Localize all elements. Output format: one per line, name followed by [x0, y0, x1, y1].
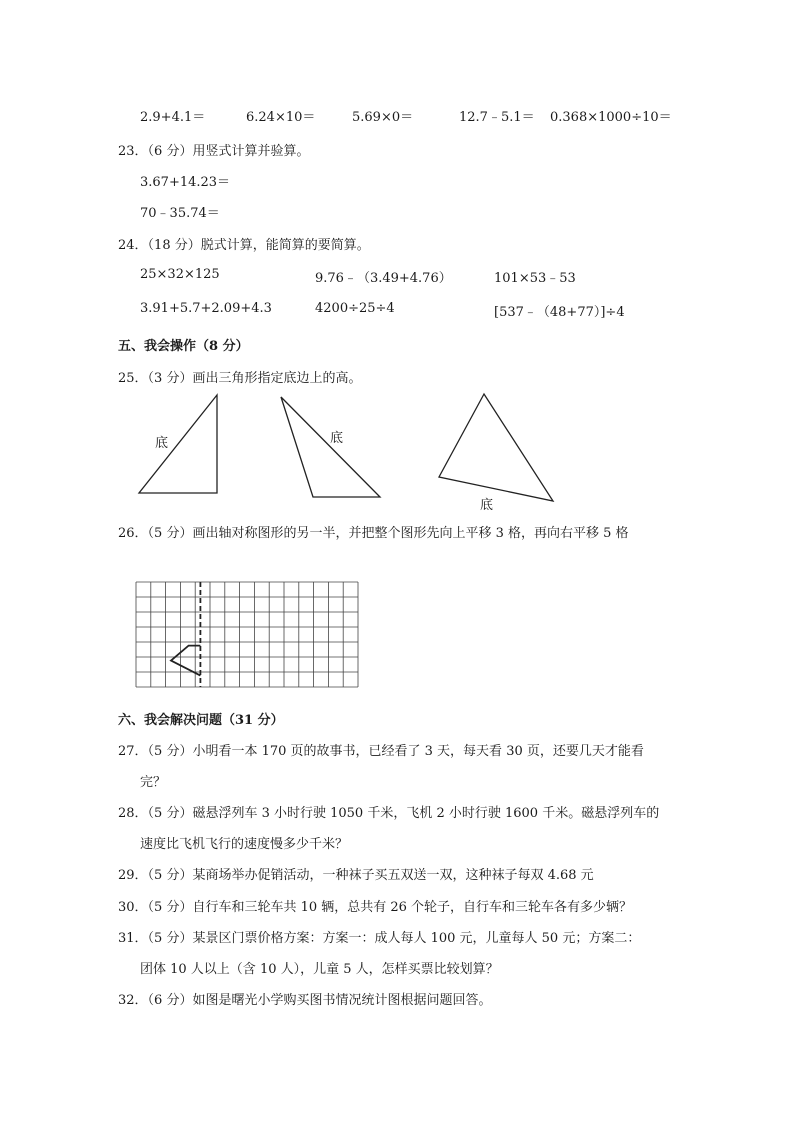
question-27-line-2: 完？ — [140, 775, 167, 790]
q24-item-4: 3.91+5.7+2.09+4.3 — [140, 301, 272, 316]
section-5-heading: 五、我会操作（8 分） — [118, 339, 249, 354]
question-27-line-1: 27．（5 分）小明看一本 170 页的故事书，已经看了 3 天，每天看 30 页，还要几天才能看 — [118, 744, 644, 759]
section-6-heading: 六、我会解决问题（31 分） — [118, 713, 284, 728]
half-shape — [171, 646, 200, 676]
question-30: 30．（5 分）自行车和三轮车共 10 辆，总共有 26 个轮子，自行车和三轮车各有多少辆？ — [118, 900, 633, 915]
q24-item-6: [537﹣（48+77）]÷4 — [494, 305, 625, 320]
triangle-acute — [439, 394, 553, 501]
q23-item-1: 3.67+14.23＝ — [140, 175, 231, 190]
base-label-3: 底 — [480, 498, 494, 513]
q24-item-1: 25×32×125 — [140, 267, 220, 282]
question-28-line-2: 速度比飞机飞行的速度慢多少千米？ — [140, 837, 349, 852]
triangle-obtuse — [281, 397, 380, 497]
base-label-2: 底 — [330, 431, 344, 446]
question-29: 29．（5 分）某商场举办促销活动，一种袜子买五双送一双，这种袜子每双 4.68 元 — [118, 868, 594, 883]
question-32: 32．（6 分）如图是曙光小学购买图书情况统计图根据问题回答。 — [118, 993, 492, 1008]
base-label-1: 底 — [155, 436, 169, 451]
calc-item-4: 12.7﹣5.1＝ — [459, 110, 535, 125]
question-26-title: 26．（5 分）画出轴对称图形的另一半，并把整个图形先向上平移 3 格，再向右平移 5 格 — [118, 526, 629, 541]
question-25-title: 25．（3 分）画出三角形指定底边上的高。 — [118, 371, 362, 386]
question-24-title: 24．（18 分）脱式计算，能简算的要简算。 — [118, 238, 370, 253]
q24-item-2: 9.76﹣（3.49+4.76） — [315, 271, 452, 286]
q24-item-5: 4200÷25÷4 — [315, 301, 395, 316]
calc-item-2: 6.24×10＝ — [246, 110, 316, 125]
calc-item-1: 2.9+4.1＝ — [140, 110, 206, 125]
question-23-title: 23．（6 分）用竖式计算并验算。 — [118, 144, 310, 159]
calc-item-5: 0.368×1000÷10＝ — [550, 110, 672, 125]
calc-item-3: 5.69×0＝ — [352, 110, 414, 125]
q24-item-3: 101×53﹣53 — [494, 271, 576, 286]
grid-figure — [136, 582, 366, 692]
triangle-right — [139, 395, 217, 493]
question-28-line-1: 28．（5 分）磁悬浮列车 3 小时行驶 1050 千米，飞机 2 小时行驶 1600 千米。磁悬浮列车的 — [118, 806, 660, 821]
question-31-line-2: 团体 10 人以上（含 10 人），儿童 5 人，怎样买票比较划算？ — [140, 962, 499, 977]
question-31-line-1: 31．（5 分）某景区门票价格方案：方案一：成人每人 100 元，儿童每人 50 元；方案二： — [118, 931, 641, 946]
q23-item-2: 70﹣35.74＝ — [140, 206, 220, 221]
